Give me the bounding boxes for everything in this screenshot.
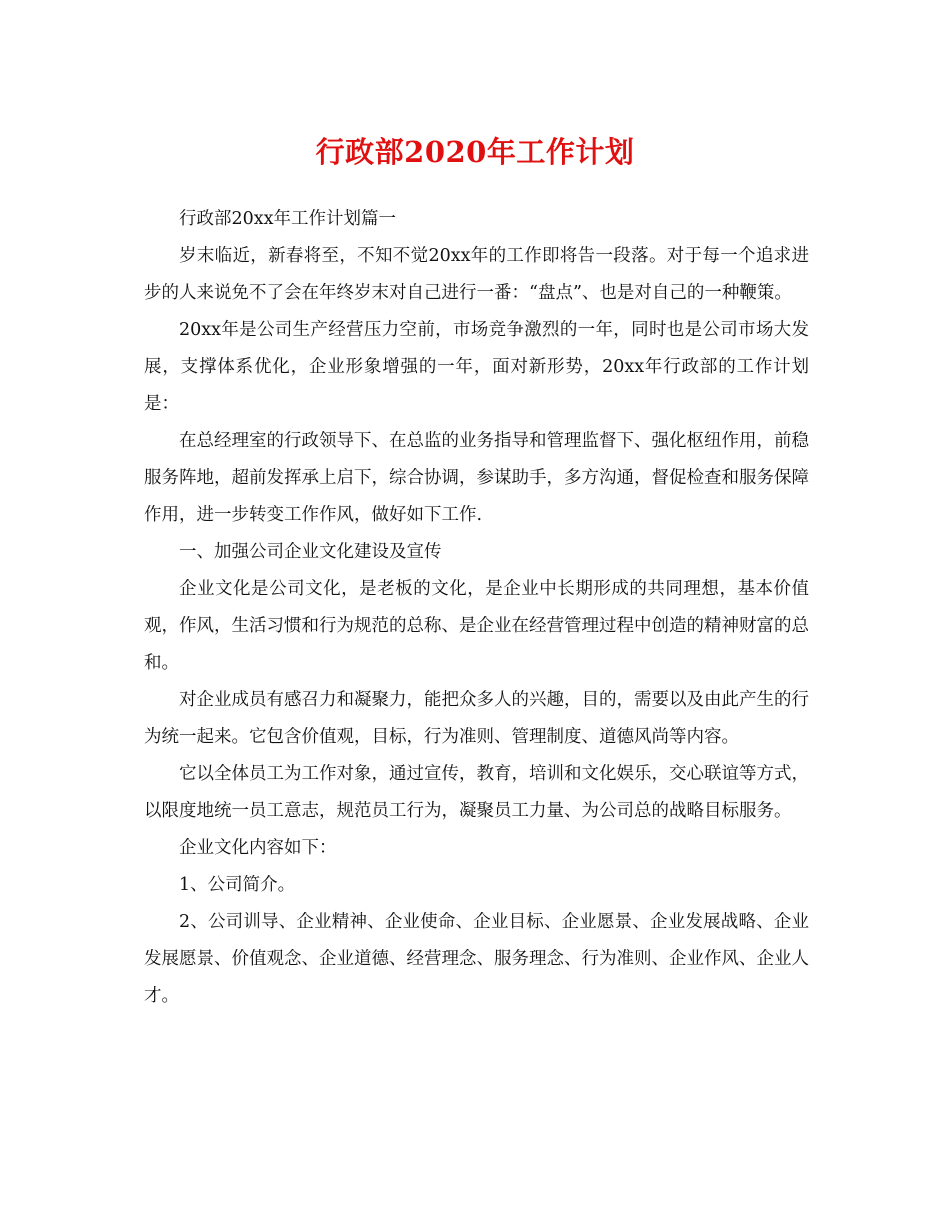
document-body [144, 201, 809, 1015]
paragraph-section-heading: 行政部20xx年工作计划篇一 [179, 209, 397, 229]
paragraph: 岁末临近，新春将至，不知不觉20xx年的工作即将告一段落。对于每一个追求进步的人来说免不了会在年终岁末对自己进行一番：“盘点”、也是对自己的一种鞭策。 [144, 246, 809, 303]
paragraph: 企业文化是公司文化，是老板的文化，是企业中长期形成的共同理想，基本价值观，作风，生活习惯和行为规范的总称、是企业在经营管理过程中创造的精神财富的总和。 [144, 579, 809, 673]
document-title: 行政部2020年工作计划 [315, 135, 635, 169]
paragraph: 对企业成员有感召力和凝聚力，能把众多人的兴趣，目的，需要以及由此产生的行为统一起来。它包含价值观，目标，行为准则、管理制度、道德风尚等内容。 [144, 690, 809, 747]
paragraph: 在总经理室的行政领导下、在总监的业务指导和管理监督下、强化枢纽作用，前稳服务阵地，超前发挥承上启下，综合协调，参谋助手，多方沟通，督促检查和服务保障作用，进一步转变工作作风，做好如下工作. [144, 431, 809, 525]
paragraph: 企业文化内容如下： [179, 838, 337, 858]
paragraph: 它以全体员工为工作对象，通过宣传，教育，培训和文化娱乐，交心联谊等方式，以限度地统一员工意志，规范员工行为，凝聚员工力量、为公司总的战略目标服务。 [144, 764, 809, 821]
paragraph: 1、公司简介。 [179, 875, 296, 895]
paragraph: 20xx年是公司生产经营压力空前，市场竞争激烈的一年，同时也是公司市场大发展，支撑体系优化，企业形象增强的一年，面对新形势，20xx年行政部的工作计划是： [144, 320, 809, 414]
paragraph: 2、公司训导、企业精神、企业使命、企业目标、企业愿景、企业发展战略、企业发展愿景、价值观念、企业道德、经营理念、服务理念、行为准则、企业作风、企业人才。 [144, 912, 809, 1006]
paragraph-heading: 一、加强公司企业文化建设及宣传 [179, 542, 442, 562]
